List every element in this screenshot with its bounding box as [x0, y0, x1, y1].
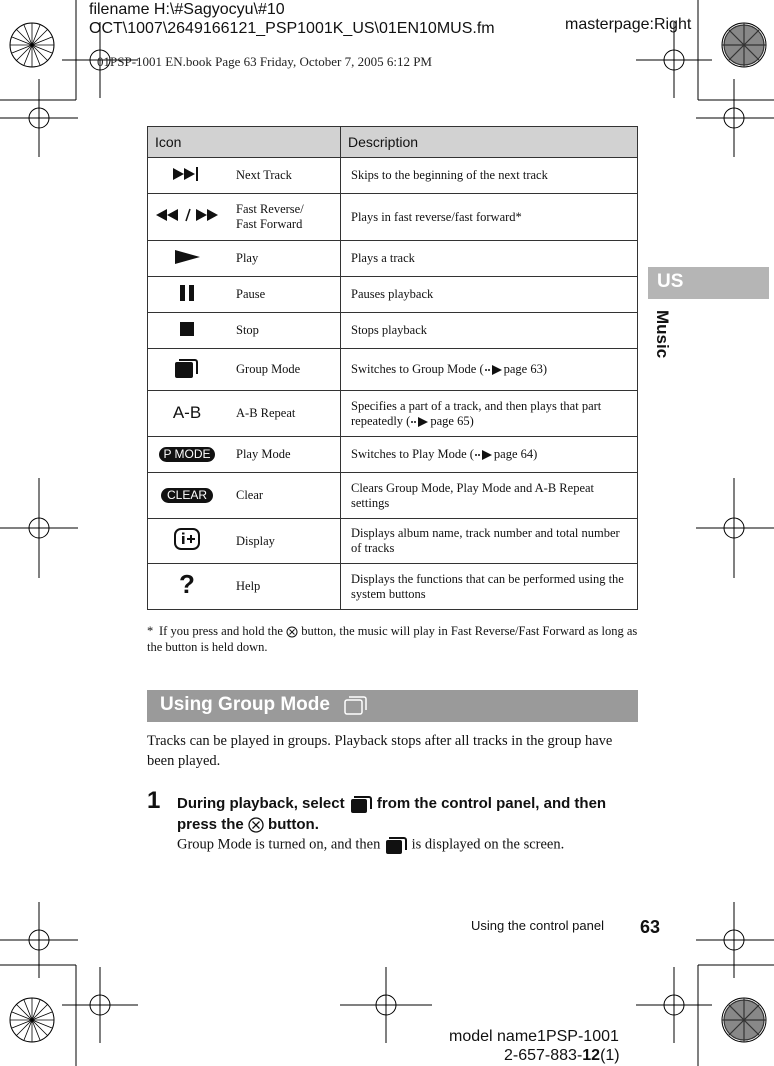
item-name: A-B Repeat — [226, 391, 341, 437]
intro-paragraph: Tracks can be played in groups. Playback stops after all tracks in the group have been played. — [147, 733, 613, 769]
col-icon-header: Icon — [148, 127, 341, 158]
item-description: Switches to Play Mode ( — [351, 447, 474, 461]
model-name: model name1PSP-1001 — [449, 1028, 619, 1045]
ab-repeat-icon: A-B — [172, 403, 202, 422]
item-name: Fast Reverse/ Fast Forward — [226, 194, 341, 241]
item-name: Next Track — [226, 158, 341, 194]
item-description: Stops playback — [341, 313, 638, 349]
table-row — [148, 564, 638, 610]
group-mode-icon — [384, 835, 408, 855]
item-description: Displays the functions that can be performed using the system buttons — [341, 564, 638, 610]
step-instruction: During playback, select from the control panel, and then press the button. — [177, 795, 607, 834]
page-ref-arrow-icon — [474, 449, 494, 461]
item-description: Plays a track — [341, 241, 638, 277]
section-tab — [648, 306, 678, 370]
item-name: Clear — [226, 473, 341, 519]
table-row — [148, 194, 638, 241]
footer-label: Using the control panel — [471, 918, 604, 933]
table-row — [148, 158, 638, 194]
section-title: Using Group Mode — [160, 694, 369, 716]
item-description: Skips to the beginning of the next track — [341, 158, 638, 194]
table-row — [148, 241, 638, 277]
next-track-icon — [169, 166, 205, 182]
page-ref[interactable]: page 64) — [493, 447, 538, 461]
display-icon — [173, 527, 201, 551]
item-description: Switches to Group Mode ( — [351, 362, 484, 376]
item-name: Pause — [226, 277, 341, 313]
fast-rewind-forward-icon — [152, 207, 222, 223]
item-name: Stop — [226, 313, 341, 349]
clear-icon: CLEAR — [161, 488, 213, 503]
page-ref-arrow-icon — [484, 364, 504, 376]
group-mode-icon — [343, 694, 369, 716]
table-header-row — [148, 127, 638, 158]
table-row — [148, 519, 638, 564]
pause-icon — [177, 284, 197, 302]
section-tab-label: Music — [653, 310, 672, 359]
filename-header: filename H:\#Sagyocyu\#10 OCT\1007\2649166121_PSP1001K_US\01EN10MUS.fm — [89, 1, 495, 37]
step-result: Group Mode is turned on, and then is displayed on the screen. — [177, 835, 564, 855]
col-description-header: Description — [341, 127, 638, 158]
item-description: Clears Group Mode, Play Mode and A-B Repeat settings — [341, 473, 638, 519]
item-name: Display — [226, 519, 341, 564]
item-description: Pauses playback — [341, 277, 638, 313]
play-icon — [172, 249, 202, 265]
play-mode-icon: P MODE — [159, 447, 214, 462]
book-info: 01PSP-1001 EN.book Page 63 Friday, October 7, 2005 6:12 PM — [97, 54, 432, 69]
region-tab-label: US — [657, 271, 684, 292]
item-description: Plays in fast reverse/fast forward* — [341, 194, 638, 241]
table-row — [148, 277, 638, 313]
page-number: 63 — [640, 917, 661, 937]
item-name: Help — [226, 564, 341, 610]
table-row — [148, 437, 638, 473]
item-name: Group Mode — [226, 349, 341, 391]
table-row — [148, 349, 638, 391]
cross-button-icon — [286, 626, 298, 638]
page-ref[interactable]: page 65) — [430, 413, 474, 428]
item-description: Displays album name, track number and total number of tracks — [341, 519, 638, 564]
item-name: Play — [226, 241, 341, 277]
table-row — [148, 313, 638, 349]
model-code: 2-657-883-12(1) — [504, 1047, 620, 1064]
table-row — [148, 391, 638, 437]
footnote: * If you press and hold the button, the music will play in Fast Reverse/Fast Forward as long as the button is held down. — [147, 624, 638, 654]
masterpage-label: masterpage:Right — [565, 16, 692, 33]
item-name: Play Mode — [226, 437, 341, 473]
item-description: Specifies a part of a track, and then plays that part repeatedly ( — [351, 398, 602, 428]
help-icon: ? — [179, 568, 195, 599]
cross-button-icon — [248, 817, 264, 833]
page-ref[interactable]: page 63) — [503, 362, 548, 376]
group-mode-icon — [349, 794, 373, 814]
step-number: 1 — [147, 787, 161, 814]
stop-icon — [179, 321, 195, 337]
page-ref-arrow-icon — [410, 416, 430, 428]
table-row — [148, 473, 638, 519]
group-mode-icon — [173, 356, 201, 380]
icon-table — [147, 126, 638, 610]
